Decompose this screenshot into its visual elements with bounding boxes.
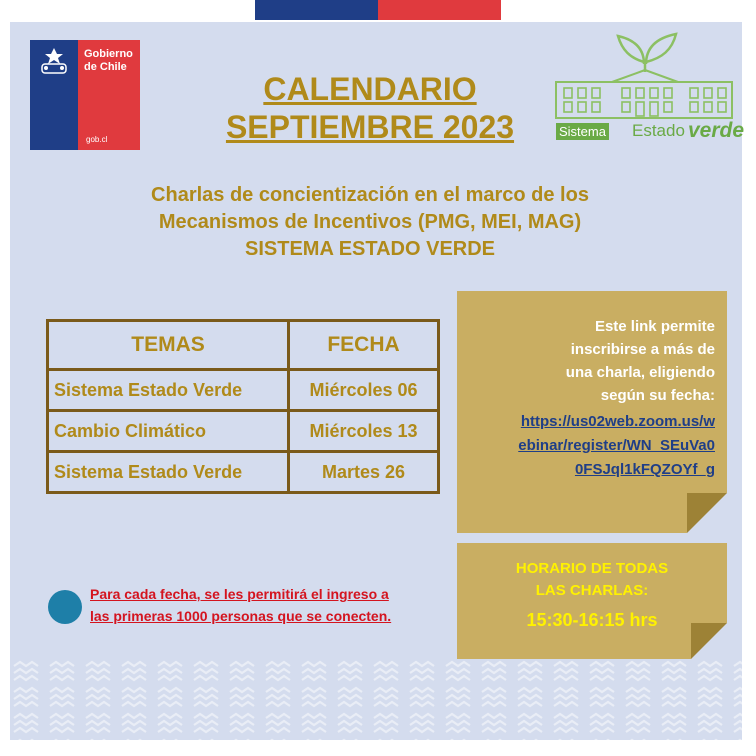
gobierno-name-line2: de Chile [84, 61, 127, 73]
coat-of-arms-icon [36, 46, 72, 78]
title-line1: CALENDARIO [263, 71, 477, 107]
note-line1: Este link permite [594, 318, 715, 335]
flag-blue-segment [255, 0, 378, 20]
gobierno-name-line1: Gobierno [84, 48, 133, 60]
row-fecha: Martes 26 [289, 452, 439, 493]
subtitle-line3: SISTEMA ESTADO VERDE [244, 238, 496, 260]
link-line3[interactable]: 0FSJql1kFQZOYf_g [574, 461, 715, 478]
gobierno-de-chile-logo [30, 40, 140, 150]
table-header-row [48, 321, 439, 370]
link-line1[interactable]: https://us02web.zoom.us/w [520, 413, 715, 430]
registration-link-note [457, 291, 727, 533]
warning-line1: Para cada fecha, se les permitirá el ingreso a [90, 586, 389, 602]
horario-folded-corner [691, 623, 727, 659]
note-line3: una charla, eligiendo [565, 364, 715, 381]
note-text [465, 315, 715, 407]
horario-time: 15:30-16:15 hrs [526, 610, 658, 630]
link-line2[interactable]: ebinar/register/WN_SEuVa0 [518, 437, 715, 454]
registration-link[interactable] [469, 410, 715, 482]
table-row [48, 370, 439, 411]
note-line2: inscribirse a más de [570, 341, 715, 358]
flag-stripe [255, 0, 501, 20]
logo-word-sistema: Sistema [556, 123, 609, 140]
horario-line2: LAS CHARLAS: [535, 582, 649, 599]
sistema-estado-verde-logo [552, 30, 745, 148]
warning-line2: las primeras 1000 personas que se conecten. [90, 608, 392, 624]
building-sprout-icon [552, 30, 738, 122]
row-tema: Cambio Climático [48, 411, 289, 452]
note-folded-corner [687, 493, 727, 533]
header-temas: TEMAS [48, 321, 289, 370]
flag-red-segment [378, 0, 501, 20]
schedule-table [46, 319, 440, 494]
decorative-pattern [10, 660, 742, 740]
subtitle-line2: Mecanismos de Incentivos (PMG, MEI, MAG) [158, 211, 582, 233]
horario-line1: HORARIO DE TODAS [515, 560, 669, 577]
table-row [48, 452, 439, 493]
logo-word-verde: verde [688, 119, 745, 142]
subtitle [90, 182, 650, 263]
header-fecha: FECHA [289, 321, 439, 370]
subtitle-line1: Charlas de concientización en el marco de los [151, 184, 589, 206]
row-tema: Sistema Estado Verde [48, 452, 289, 493]
gobierno-url: gob.cl [86, 135, 108, 144]
bullet-dot-icon [48, 590, 82, 624]
row-tema: Sistema Estado Verde [48, 370, 289, 411]
logo-word-estado: Estado [632, 121, 685, 140]
horario-note [457, 543, 727, 659]
horario-heading [457, 558, 727, 602]
row-fecha: Miércoles 06 [289, 370, 439, 411]
page-title [200, 70, 540, 146]
gobierno-name [84, 48, 140, 74]
capacity-warning [90, 583, 450, 627]
table-row [48, 411, 439, 452]
title-line2: SEPTIEMBRE 2023 [225, 109, 515, 145]
row-fecha: Miércoles 13 [289, 411, 439, 452]
note-line4: según su fecha: [600, 387, 715, 404]
